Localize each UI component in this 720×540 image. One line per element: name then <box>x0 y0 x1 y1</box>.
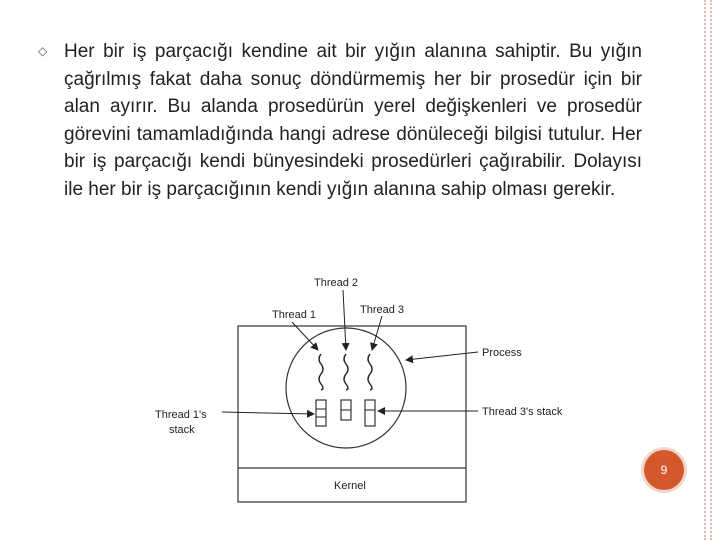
thread-1-label: Thread 1 <box>272 309 317 321</box>
kernel-label: Kernel <box>334 480 366 492</box>
thread-1-stack-label: Thread 1's <box>155 409 207 421</box>
thread-3-arrow <box>372 316 382 350</box>
thread-1-wave <box>319 354 323 390</box>
process-arrow <box>406 352 478 360</box>
slide-paragraph: Her bir iş parçacığı kendine ait bir yığın alanına sahiptir. Bu yığın çağrılmış fakat daha sonuç döndürmemiş her bir prosedür için bir alan ayırır. Bu alanda prosedürün yerel değişkenleri ve prosedür görevini tamamladığında hangi adrese dönüleceği bilgisi tutulur. Her bir iş parçacığı kendi bünyesindeki prosedürleri çağırabilir. Dolayısı ile her bir iş parçacığının kendi yığın alanına sahip olması gerekir. <box>64 41 642 200</box>
thread-3-stack <box>365 400 375 426</box>
thread-1-stack-label-2: stack <box>169 424 195 436</box>
thread-1-stack-arrow <box>222 412 314 414</box>
thread-3-label: Thread 3 <box>360 304 405 316</box>
process-box <box>238 326 466 502</box>
diamond-bullet-icon: ◇ <box>38 44 48 58</box>
thread-3-wave <box>368 354 372 390</box>
process-label: Process <box>482 347 522 359</box>
thread-2-wave <box>344 354 348 390</box>
thread-2-label: Thread 2 <box>314 277 359 289</box>
thread-2-stack <box>341 400 351 420</box>
thread-1-stack <box>316 400 326 426</box>
thread-2-arrow <box>343 290 346 350</box>
thread-3-stack-label: Thread 3's stack <box>482 406 563 418</box>
page-number-badge: 9 <box>644 450 684 490</box>
